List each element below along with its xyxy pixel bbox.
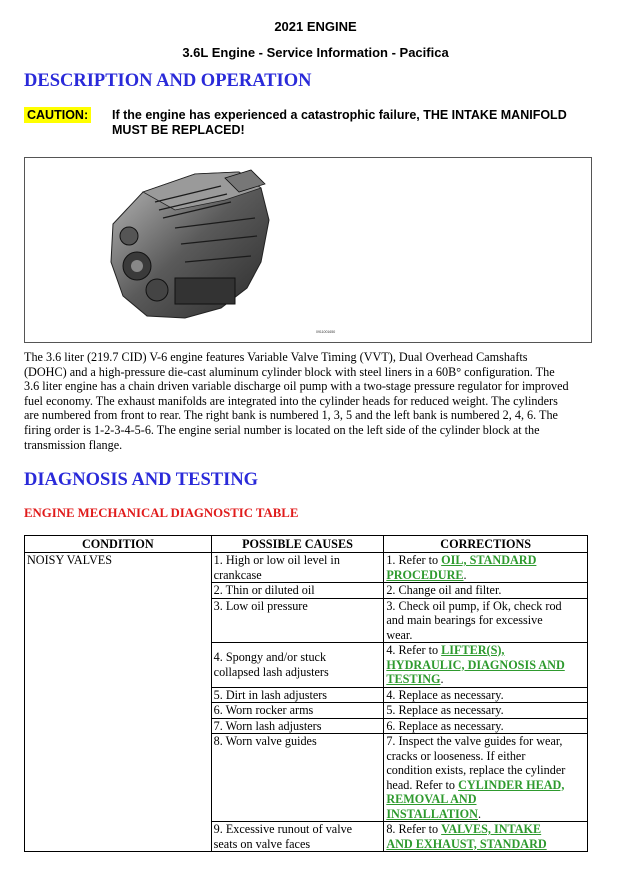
column-header-condition: CONDITION [25,536,212,553]
subsection-title: ENGINE MECHANICAL DIAGNOSTIC TABLE [24,506,299,520]
correction-cell [384,583,588,599]
cause-cell [211,643,384,688]
description-line: are numbered from front to rear. The right bank is numbered 1, 3, 5 and the left bank is numbered 2, 4, 6. The [24,408,558,423]
cause-line: 7. Worn lash adjusters [213,718,322,733]
cause-cell [211,822,384,852]
correction-line: 1. Refer to [386,553,442,567]
correction-punct: . [477,806,482,821]
correction-line: 3. Check oil pump, if Ok, check rod [386,598,562,613]
correction-cell [384,598,588,643]
cause-line: 4. Spongy and/or stuck [213,650,327,665]
correction-line: 2. Change oil and filter. [386,583,502,597]
correction-cell [384,643,588,688]
correction-punct: . [440,672,444,686]
cause-cell [211,583,384,599]
procedure-link-line: HYDRAULIC, DIAGNOSIS AND [386,657,565,672]
procedure-link-line: LIFTER(S), [441,643,505,657]
diagnostic-table [24,535,588,852]
cause-line: 1. High or low oil level in [213,553,340,567]
description-line: The 3.6 liter (219.7 CID) V-6 engine features Variable Valve Timing (VVT), Dual Overhead Camshafts [24,350,528,364]
engine-figure [24,157,592,343]
description-paragraph [24,350,614,452]
column-header-corrections: CORRECTIONS [384,536,588,553]
correction-punct: . [463,567,467,582]
procedure-link-line: CYLINDER HEAD, [458,777,565,792]
procedure-link-line: INSTALLATION [386,806,478,821]
section-title-diagnosis: DIAGNOSIS AND TESTING [24,470,259,490]
condition-cell: NOISY VALVES [25,553,212,852]
correction-line: 6. Replace as necessary. [386,718,504,733]
correction-cell [384,734,588,822]
document-header-title: 2021 ENGINE [274,19,357,34]
procedure-link-line: VALVES, INTAKE [441,822,542,836]
correction-cell [384,703,588,719]
section-title-description: DESCRIPTION AND OPERATION [24,71,312,91]
correction-cell [384,718,588,734]
caution-text [112,108,612,138]
description-line: transmission flange. [24,437,123,452]
cause-line: 3. Low oil pressure [213,598,308,613]
procedure-link-line: OIL, STANDARD [441,553,537,567]
cause-cell [211,734,384,822]
correction-line: 5. Replace as necessary. [386,703,504,717]
procedure-link-line: REMOVAL AND [386,792,477,806]
correction-line: cracks or looseness. If either [386,748,526,763]
correction-cell [384,553,588,583]
procedure-link-line: TESTING [386,672,441,686]
cause-line: collapsed lash adjusters [213,664,329,679]
cause-line: 2. Thin or diluted oil [213,583,315,597]
correction-line: wear. [386,627,413,642]
cause-cell [211,703,384,719]
table-header-row [25,536,588,553]
caution-label: CAUTION: [24,107,91,123]
cause-line: crankcase [213,567,262,582]
caution-text-line: MUST BE REPLACED! [112,123,245,137]
description-line: 3.6 liter engine has a chain driven variable discharge oil pump with a two-stage pressure regulator for improved [24,379,569,394]
column-header-causes: POSSIBLE CAUSES [211,536,384,553]
caution-text-line: If the engine has experienced a catastrophic failure, THE INTAKE MANIFOLD [112,108,567,122]
correction-cell [384,822,588,852]
description-line: fuel economy. The exhaust manifolds are integrated into the cylinder heads for reduced weight. The cylinders [24,393,558,408]
cause-line: seats on valve faces [213,836,311,851]
procedure-link-line: AND EXHAUST, STANDARD [386,836,547,851]
correction-line: 4. Refer to [386,643,442,657]
correction-line: head. Refer to [386,777,459,792]
correction-line: 4. Replace as necessary. [386,687,504,702]
cause-line: 9. Excessive runout of valve [213,822,353,836]
description-line: firing order is 1-2-3-4-5-6. The engine serial number is located on the left side of the cylinder block at the [24,422,540,437]
cause-cell [211,598,384,643]
correction-line: 7. Inspect the valve guides for wear, [386,734,563,748]
cause-line: 8. Worn valve guides [213,734,317,748]
engine-illustration [25,158,591,342]
cause-line: 6. Worn rocker arms [213,703,314,717]
correction-cell [384,687,588,703]
table-row [25,553,588,583]
correction-line: 8. Refer to [386,822,442,836]
description-line: (DOHC) and a high-pressure die-cast aluminum cylinder block with steel liners in a 60B° configuration. The [24,364,555,379]
correction-line: condition exists, replace the cylinder [386,763,566,777]
cause-cell [211,553,384,583]
cause-cell [211,687,384,703]
figure-id-label: 0911001650 [316,330,336,334]
cause-line: 5. Dirt in lash adjusters [213,687,328,702]
cause-cell [211,718,384,734]
correction-line: and main bearings for excessive [386,613,543,627]
procedure-link-line: PROCEDURE [386,567,464,582]
document-header-subtitle: 3.6L Engine - Service Information - Pacifica [182,45,449,60]
